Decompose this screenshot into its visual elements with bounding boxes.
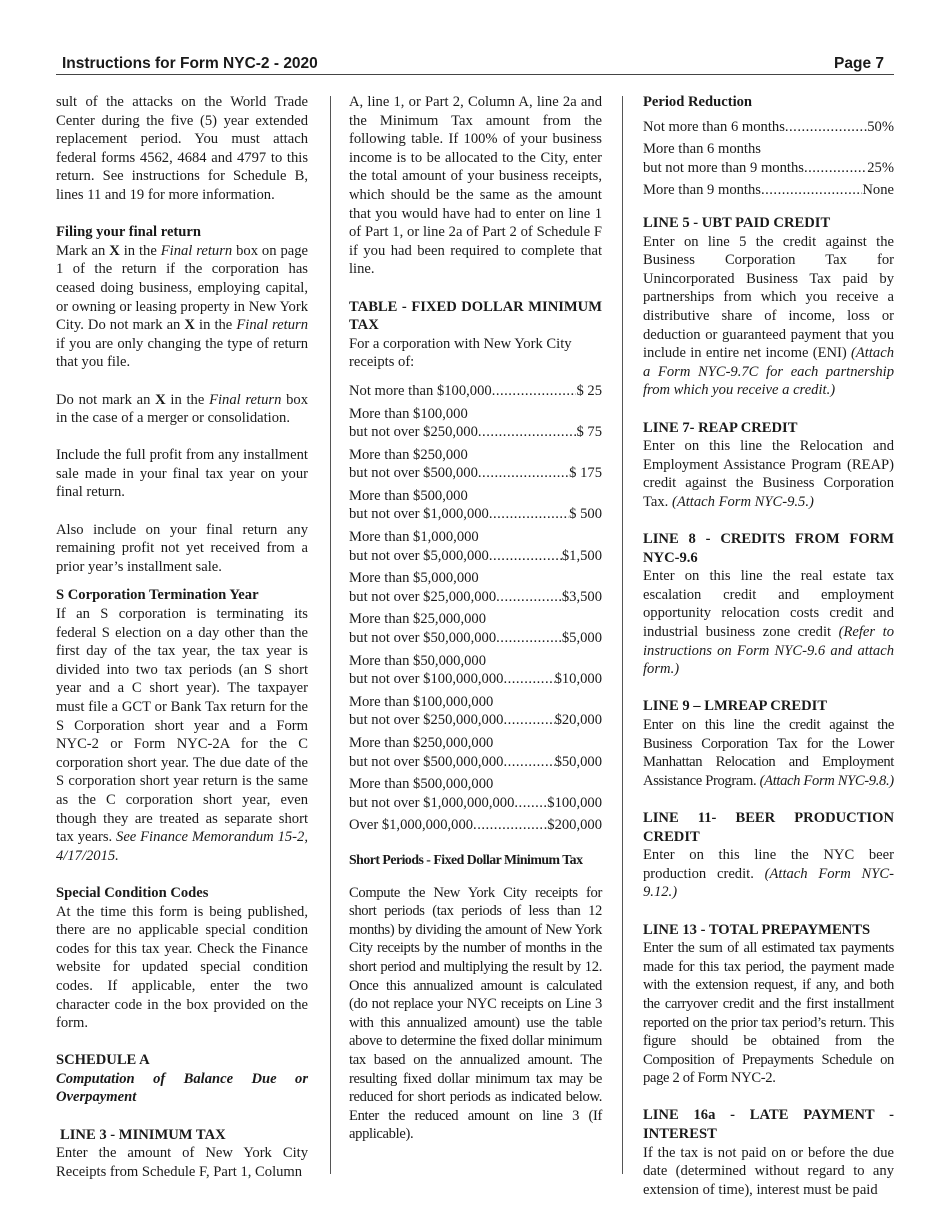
row-label-continued: but not over $50,000,000: [349, 630, 497, 647]
row-label: More than $250,000,000: [349, 735, 494, 751]
special-condition-codes-paragraph: At the time this form is being published, there are no applicable special condition codes for this tax year. Check the Finance website for updated special condition codes. If applicable, enter the two character code in the box provided on the form.: [56, 903, 308, 1032]
s-corporation-heading: S Corporation Termination Year: [56, 587, 259, 604]
line-7-paragraph: Enter on this line the Relocation and Employment Assistance Program (REAP) credit against the Business Corporation Tax. (Attach Form NYC-9.5.): [643, 438, 894, 510]
table-row: [349, 652, 602, 689]
dot-leader: [496, 629, 562, 648]
continued-paragraph: sult of the attacks on the World Trade Center during the five (5) year extended replacement period. You must attach federal forms 4562, 4684 and 4797 to this return. See instructions for Schedule B, lines 11 and 19 for more information.: [56, 94, 308, 203]
row-amount: $ 175: [569, 465, 602, 482]
short-periods-heading: Short Periods - Fixed Dollar Minimum Tax: [349, 851, 583, 867]
row-amount: $10,000: [554, 671, 602, 688]
line-8-paragraph: Enter on this line the real estate tax escalation credit and employment opportunity relocation costs credit and industrial business zone credit (Refer to instructions on Form NYC-9.6 and attach form.): [643, 568, 895, 678]
fixed-dollar-table-intro: For a corporation with New York City receipts of:: [349, 335, 572, 371]
table-row: [349, 693, 602, 730]
table-row: [349, 528, 602, 565]
table-row: [349, 734, 602, 771]
filing-final-return-heading: Filing your final return: [56, 224, 202, 241]
row-amount: $5,000: [561, 630, 602, 647]
table-row: [349, 405, 602, 442]
dot-leader: [804, 159, 867, 178]
dot-leader: [492, 382, 577, 401]
column-2: [349, 93, 602, 1144]
short-periods-paragraph: Compute the New York City receipts for short periods (tax periods of less than 12 months) by dividing the amount of New York City receipts by the number of months in the short period and multiplying the result by 12. Once this annualized amount is calculated (do not replace your NYC receipts on Line 3 with this annualized amount) use the table above to determine the fixed dollar minimum tax based on the annualized amount. The resulting fixed dollar minimum tax may be reduced for short periods as indicated below. Enter the reduced amount on line 3 (If applicable).: [349, 884, 602, 1143]
table-row: [643, 118, 894, 137]
dot-leader: [478, 464, 569, 483]
line-16a-heading: LINE 16a - LATE PAYMENT - INTEREST: [643, 1107, 894, 1143]
line-9-heading: LINE 9 – LMREAP CREDIT: [643, 698, 828, 715]
row-amount: $1,500: [561, 547, 602, 564]
schedule-a-heading: SCHEDULE A: [56, 1052, 150, 1069]
table-row: [349, 487, 602, 524]
filing-final-return-paragraph-3: Include the full profit from any installment sale made in your final tax year on your final return.: [56, 447, 308, 501]
row-label-continued: but not over $500,000: [349, 465, 478, 482]
column-3: [643, 93, 894, 1199]
page-number: Page 7: [834, 55, 884, 72]
row-label: More than $250,000: [349, 446, 468, 463]
fixed-dollar-minimum-tax-table: [349, 382, 602, 835]
row-label-continued: but not more than 9 months: [643, 159, 804, 176]
dot-leader: [473, 816, 547, 835]
row-label-continued: but not over $100,000,000: [349, 671, 504, 688]
row-amount: None: [862, 182, 894, 199]
filing-final-return-paragraph-2: Do not mark an X in the Final return box in the case of a merger or consolidation.: [56, 391, 308, 427]
filing-final-return-paragraph-1: Mark an X in the Final return box on page 1 of the return if the corporation has ceased doing business, employing capital, or owning or leasing property in New York City. Do not mark an X in the Final return if you are only changing the type of return that you file.: [56, 242, 308, 371]
s-corporation-paragraph: If an S corporation is terminating its federal S election on a day other than the first day of the tax year, the tax year is divided into two tax periods (an S short year and a C short year). The taxpayer must file a GCT or Bank Tax return for the S Corporation short year and a Form NYC-2 or Form NYC-2A for the C corporation short year. The due date of the S corporation short year return is the same as the C corporation short year, even though they are treated as separate short tax years. See Finance Memorandum 15-2, 4/17/2015.: [56, 606, 308, 864]
row-label: More than 6 months: [643, 141, 761, 158]
line-7-heading: LINE 7- REAP CREDIT: [643, 419, 798, 436]
line-5-paragraph: Enter on line 5 the credit against the Business Corporation Tax for Unincorporated Business Tax paid by partnerships from which you receive a distributive share of income, loss or deduction or guaranteed payment that you include in entire net income (ENI) (Attach a Form NYC-9.7C for each partnership from which you receive a credit.): [643, 233, 894, 399]
schedule-a-subheading: Computation of Balance Due or Overpayment: [56, 1070, 308, 1106]
row-label: Not more than $100,000: [349, 382, 492, 399]
row-amount: $100,000: [547, 794, 602, 811]
column-divider-left: [330, 96, 331, 1174]
row-label: More than $500,000: [349, 487, 468, 504]
row-amount: 25%: [867, 159, 894, 176]
row-label-continued: but not over $5,000,000: [349, 547, 489, 564]
row-amount: $20,000: [554, 712, 602, 729]
line-3-heading: LINE 3 - MINIMUM TAX: [60, 1126, 226, 1143]
dot-leader: [503, 670, 554, 689]
line-16a-paragraph: If the tax is not paid on or before the due date (determined without regard to any extension of time), interest must be paid: [643, 1144, 894, 1198]
row-label-continued: but not over $25,000,000: [349, 588, 497, 605]
line-13-paragraph: Enter the sum of all estimated tax payments made for this tax period, the payment made with the extension request, if any, and both the carryover credit and the first installment reported on the prior tax period’s return. This figure should be obtained from the Composition of Prepayments Schedule on page 2 of Form NYC-2.: [643, 940, 894, 1087]
dot-leader: [514, 794, 547, 813]
row-label: More than $50,000,000: [349, 652, 487, 669]
table-row: [349, 382, 602, 401]
row-label: Not more than 6 months: [643, 118, 785, 135]
line-8-heading: LINE 8 - CREDITS FROM FORM NYC-9.6: [643, 531, 894, 566]
row-label: More than 9 months: [643, 182, 761, 199]
dot-leader: [489, 505, 569, 524]
page-header: [56, 52, 894, 75]
filing-final-return-paragraph-4: Also include on your final return any remaining profit not yet received from a prior year’s installment sale.: [56, 521, 308, 575]
line-5-heading: LINE 5 - UBT PAID CREDIT: [643, 214, 831, 231]
row-label: More than $1,000,000: [349, 529, 479, 546]
continued-paragraph: A, line 1, or Part 2, Column A, line 2a and the Minimum Tax amount from the following table. If 100% of your business income is to be allocated to the City, enter the total amount of your business receipts, which should be the same as the amount that you would have had to enter on line 1 of Part 1, or line 2a of Part 2 of Schedule F if you had been required to complete that line.: [349, 94, 602, 278]
table-row: [643, 181, 894, 200]
table-row: [349, 446, 602, 483]
table-row: [643, 140, 894, 177]
row-amount: $50,000: [554, 753, 602, 770]
row-label-continued: but not over $250,000: [349, 424, 478, 441]
dot-leader: [496, 588, 562, 607]
row-label: Over $1,000,000,000: [349, 817, 474, 834]
column-1: [56, 93, 308, 1181]
line-11-paragraph: Enter on this line the NYC beer production credit. (Attach Form NYC-9.12.): [643, 847, 894, 901]
special-condition-codes-heading: Special Condition Codes: [56, 884, 209, 901]
dot-leader: [761, 181, 862, 200]
row-amount: $ 25: [576, 382, 602, 399]
table-row: [349, 569, 602, 606]
line-13-heading: LINE 13 - TOTAL PREPAYMENTS: [643, 921, 871, 938]
row-label: More than $100,000: [349, 405, 468, 422]
period-reduction-heading: Period Reduction: [643, 94, 753, 110]
line-3-paragraph: Enter the amount of New York City Receipts from Schedule F, Part 1, Column: [56, 1145, 308, 1180]
document-title: Instructions for Form NYC-2 - 2020: [62, 55, 318, 72]
row-label: More than $25,000,000: [349, 611, 487, 628]
dot-leader: [503, 711, 554, 730]
row-label-continued: but not over $250,000,000: [349, 712, 504, 729]
row-label: More than $5,000,000: [349, 570, 479, 587]
row-amount: $200,000: [547, 817, 602, 834]
line-11-heading: LINE 11- BEER PRODUCTION CREDIT: [643, 809, 894, 845]
row-label-continued: but not over $1,000,000,000: [349, 794, 515, 811]
period-reduction-table: [643, 118, 894, 200]
dot-leader: [478, 423, 577, 442]
row-amount: $3,500: [561, 588, 602, 605]
row-label: More than $100,000,000: [349, 693, 494, 710]
row-label-continued: but not over $500,000,000: [349, 753, 504, 770]
row-label: More than $500,000,000: [349, 776, 494, 793]
dot-leader: [785, 118, 867, 137]
dot-leader: [489, 547, 562, 566]
row-amount: $ 500: [569, 506, 602, 523]
row-amount: $ 75: [576, 424, 602, 441]
table-row: [349, 816, 602, 835]
dot-leader: [503, 753, 554, 772]
column-divider-right: [622, 96, 623, 1174]
table-row: [349, 775, 602, 812]
row-amount: 50%: [867, 118, 894, 135]
fixed-dollar-table-heading: TABLE - FIXED DOLLAR MINIMUM TAX: [349, 298, 602, 334]
line-9-paragraph: Enter on this line the credit against the Business Corporation Tax for the Lower Manhattan Relocation and Employment Assistance Program. (Attach Form NYC-9.8.): [643, 717, 894, 789]
row-label-continued: but not over $1,000,000: [349, 506, 489, 523]
table-row: [349, 610, 602, 647]
